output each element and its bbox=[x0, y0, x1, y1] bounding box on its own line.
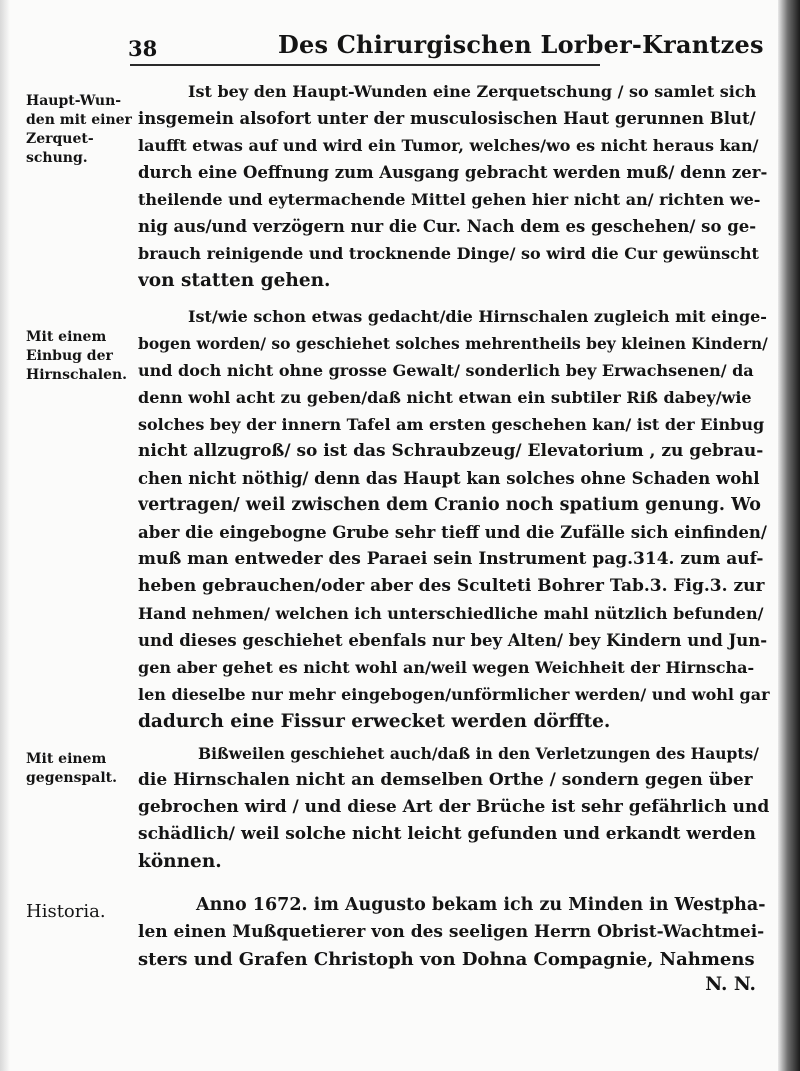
page-header bbox=[128, 28, 764, 62]
text-line: gebrochen wird / und diese Art der Brüche ist sehr gefährlich und bbox=[138, 797, 770, 817]
margin-note-historia bbox=[26, 902, 134, 921]
text-line: brauch reinigende und trocknende Dinge/ so wird die Cur gewünscht bbox=[138, 244, 759, 263]
text-line: Ist bey den Haupt-Wunden eine Zerquetschung / so samlet sich bbox=[188, 82, 757, 101]
margin-note-line: schung. bbox=[26, 150, 88, 166]
text-line: durch eine Oeffnung zum Ausgang gebracht werden muß/ denn zer- bbox=[138, 163, 768, 182]
margin-note-gegenspalt bbox=[26, 750, 134, 788]
text-line: und doch nicht ohne grosse Gewalt/ sonderlich bey Erwachsenen/ da bbox=[138, 361, 754, 380]
margin-note-hauptwunden bbox=[26, 92, 134, 168]
text-line: len einen Mußquetierer von des seeligen Herrn Obrist-Wachtmei- bbox=[138, 922, 765, 942]
text-line: Hand nehmen/ welchen ich unterschiedliche mahl nützlich befunden/ bbox=[138, 604, 764, 623]
text-line: heben gebrauchen/oder aber des Sculteti Bohrer Tab.3. Fig.3. zur bbox=[138, 576, 765, 596]
text-line: insgemein alsofort unter der musculosischen Haut gerunnen Blut/ bbox=[138, 109, 756, 128]
text-line: aber die eingebogne Grube sehr tieff und die Zufälle sich einfinden/ bbox=[138, 523, 767, 542]
text-line: können. bbox=[138, 851, 222, 872]
header-rule bbox=[130, 64, 600, 66]
paragraph-einbug bbox=[138, 303, 770, 735]
paragraph-zerquetschung bbox=[138, 78, 770, 294]
text-line: theilende und eytermachende Mittel gehen hier nicht an/ richten we- bbox=[138, 190, 761, 209]
text-line: bogen worden/ so geschiehet solches mehrentheils bey kleinen Kindern/ bbox=[138, 334, 768, 353]
scan-edge-right bbox=[778, 0, 800, 1071]
text-line: Anno 1672. im Augusto bekam ich zu Minden in Westpha- bbox=[196, 895, 766, 915]
margin-note-line: Haupt-Wun- bbox=[26, 93, 122, 109]
margin-note-line: gegenspalt. bbox=[26, 770, 117, 786]
page-number: 38 bbox=[128, 36, 158, 61]
text-line: dadurch eine Fissur erwecket werden dörffte. bbox=[138, 711, 611, 732]
paragraph-historia bbox=[138, 892, 770, 973]
text-line: muß man entweder des Paraei sein Instrument pag.314. zum auf- bbox=[138, 549, 764, 569]
margin-note-line: Historia. bbox=[26, 901, 106, 922]
margin-note-line: Mit einem bbox=[26, 329, 107, 345]
margin-note-line: Hirnschalen. bbox=[26, 367, 128, 383]
text-line: die Hirnschalen nicht an demselben Orthe / sondern gegen über bbox=[138, 770, 753, 790]
text-line: Ist/wie schon etwas gedacht/die Hirnschalen zugleich mit einge- bbox=[188, 307, 767, 326]
margin-note-line: den mit einer bbox=[26, 112, 132, 128]
text-line: chen nicht nöthig/ denn das Haupt kan solches ohne Schaden wohl bbox=[138, 469, 760, 488]
text-line: nig aus/und verzögern nur die Cur. Nach dem es geschehen/ so ge- bbox=[138, 217, 757, 236]
catchword: N. N. bbox=[705, 974, 756, 995]
text-line: von statten gehen. bbox=[138, 270, 331, 291]
text-line: Bißweilen geschiehet auch/daß in den Verletzungen des Haupts/ bbox=[198, 744, 759, 763]
text-line: len dieselbe nur mehr eingebogen/unförmlicher werden/ und wohl gar bbox=[138, 685, 770, 704]
margin-note-line: Zerquet- bbox=[26, 131, 94, 147]
margin-note-einbug bbox=[26, 328, 134, 385]
text-line: nicht allzugroß/ so ist das Schraubzeug/ Elevatorium , zu gebrau- bbox=[138, 441, 764, 461]
text-line: denn wohl acht zu geben/daß nicht etwan ein subtiler Riß dabey/wie bbox=[138, 388, 752, 407]
text-line: laufft etwas auf und wird ein Tumor, welches/wo es nicht heraus kan/ bbox=[138, 136, 759, 155]
text-line: sters und Grafen Christoph von Dohna Compagnie, Nahmens bbox=[138, 949, 755, 970]
margin-note-line: Mit einem bbox=[26, 751, 107, 767]
text-line: und dieses geschiehet ebenfals nur bey Alten/ bey Kindern und Jun- bbox=[138, 631, 768, 650]
text-line: gen aber gehet es nicht wohl an/weil wegen Weichheit der Hirnscha- bbox=[138, 658, 755, 677]
text-line: vertragen/ weil zwischen dem Cranio noch spatium genung. Wo bbox=[138, 495, 761, 515]
text-line: solches bey der innern Tafel am ersten geschehen kan/ ist der Einbug bbox=[138, 415, 765, 434]
scan-edge-left bbox=[0, 0, 10, 1071]
paragraph-gegenspalt bbox=[138, 740, 770, 875]
running-head: Des Chirurgischen Lorber-Krantzes bbox=[278, 30, 764, 59]
text-line: schädlich/ weil solche nicht leicht gefunden und erkandt werden bbox=[138, 824, 756, 844]
margin-note-line: Einbug der bbox=[26, 348, 113, 364]
